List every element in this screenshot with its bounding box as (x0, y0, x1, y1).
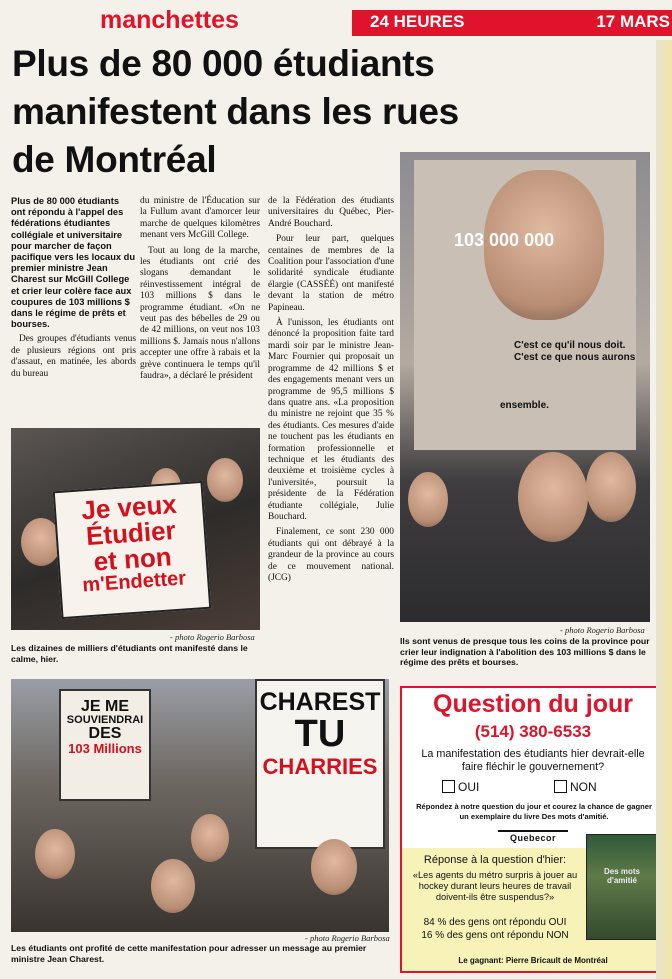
article-paragraph: À l'unisson, les étudiants ont dénoncé la proposition faite tard mardi soir par le ministre Jean-Marc Fournier qui proposait un programme de 42 millions $ et des engagements menant vers un programme de 95,5 millions $ dans quatre ans. «La proposition du ministre ne rejoint que 35 % des étudiants. Ces mesures d'aide ne touchent pas les étudiants en formation professionnelle et technique et les étudiants des deuxième et troisième cycles à l'université», poursuit la présidente de la Fédération étudiante collégiale, Julie Bouchard. (268, 318, 394, 522)
sign-line: SOUVIENDRAI (66, 714, 144, 726)
protester-face (518, 452, 588, 542)
protest-photo-2 (400, 152, 650, 622)
quebecor-logo: Quebecor (498, 830, 568, 843)
photo-caption: Les étudiants ont profité de cette manifestation pour adresser un message au premier ministre Jean Charest. (11, 943, 367, 964)
sign-line: TU (294, 713, 346, 756)
headline-line-3: de Montréal (12, 139, 217, 180)
article-paragraph: Tout au long de la marche, les étudiants ont crié des slogans demandant le réinvestissement intégral de 103 millions $ dans le programme étudiant. «On ne veut pas des bébelles de 29 ou de 42 millions, on veut nos 103 millions $. Jamais nous n'allons accepter une offre à rabais et la grève continuera le temps qu'il faudra», a déclaré le président (140, 245, 260, 382)
result-no: 16 % des gens ont répondu NON (421, 930, 569, 941)
no-label: NON (570, 780, 597, 794)
headline-line-2: manifestent dans les rues (12, 91, 459, 132)
result-yes: 84 % des gens ont répondu OUI (423, 917, 567, 928)
protester-face (586, 452, 636, 522)
sign-line: DES (88, 725, 122, 742)
header-bar (352, 10, 672, 36)
yes-label: OUI (458, 780, 480, 794)
sign-line: et non (92, 541, 173, 577)
protest-photo-1 (11, 428, 260, 630)
article-paragraph: Des groupes d'étudiants venus de plusieurs régions ont pris d'assaut, en matinée, les abords du bureau (11, 334, 136, 379)
protest-sign (59, 689, 151, 801)
previous-heading: Réponse à la question d'hier: (423, 854, 567, 866)
poster-number: 103 000 000 (454, 230, 555, 250)
protester-face (207, 458, 243, 502)
previous-answer-panel (402, 848, 664, 971)
previous-question: «Les agents du métro surpris à jouer au hockey durant leurs heures de travail doivent-ils être suspendus?» (412, 870, 578, 902)
no-checkbox[interactable] (554, 780, 567, 793)
contest-instructions: Répondez à notre question du jour et courez la chance de gagner un exemplaire du livre Des mots d'amitié. (416, 802, 652, 822)
question-phone[interactable]: (514) 380-6533 (474, 722, 592, 741)
protest-sign (255, 679, 385, 849)
article-paragraph: Finalement, ce sont 230 000 étudiants qui ont débrayé à la grandeur de la province au cours de ce mouvement national. (JCG) (268, 527, 394, 583)
article-column-3 (268, 196, 394, 666)
protester-face (35, 829, 75, 879)
protester-face (151, 859, 195, 913)
question-du-jour-box (400, 686, 666, 973)
yes-checkbox[interactable] (442, 780, 455, 793)
sign-line: Étudier (85, 514, 177, 552)
photo-credit: - photo Rogerio Barbosa (305, 933, 390, 943)
article-column-2 (140, 196, 260, 387)
headline-line-1: Plus de 80 000 étudiants (12, 43, 435, 84)
poster-speech-bubble: C'est ce qu'il nous doit. C'est ce que nous aurons (514, 340, 636, 363)
sign-line: 103 Millions (68, 741, 142, 756)
protester-face (311, 839, 357, 895)
protester-face (408, 472, 448, 527)
article-paragraph: de la Fédération des étudiants universitaires du Québec, Pier-André Bouchard. (268, 196, 394, 229)
article-headline (12, 40, 459, 184)
answer-options (442, 780, 642, 794)
book-title: Des mots d'amitié (603, 867, 640, 885)
protester-face (191, 814, 229, 862)
photo-caption: Les dizaines de milliers d'étudiants ont manifesté dans le calme, hier. (11, 643, 248, 664)
question-title: Question du jour (433, 690, 633, 718)
protest-photo-3 (11, 679, 389, 932)
article-paragraph: Pour leur part, quelques centaines de membres de la Coalition pour l'association d'une solidarité syndicale étudiante élargie (CASSÉÉ) ont manifesté devant la station de métro Papineau. (268, 234, 394, 313)
article-paragraph: du ministre de l'Éducation sur la Fullum avant d'amorcer leur marche de quelques kilomètres menant vers McGill College. (140, 196, 260, 241)
sign-line: CHAREST (259, 688, 381, 716)
winner-line: Le gagnant: Pierre Bricault de Montréal (458, 956, 608, 965)
adjacent-page-edge (656, 40, 672, 979)
sign-line: Je veux (80, 488, 178, 526)
photo-credit: - photo Rogerio Barbosa (170, 632, 255, 642)
sign-line: JE ME (80, 698, 129, 715)
book-cover (586, 834, 658, 940)
sign-line: CHARRIES (262, 754, 378, 780)
answer-no[interactable] (554, 780, 597, 794)
poster-speech-bubble: ensemble. (500, 400, 549, 411)
article-column-1 (11, 196, 136, 384)
photo-credit: - photo Rogerio Barbosa (560, 625, 645, 635)
protest-sign (53, 481, 212, 619)
photo-caption: Ils sont venus de presque tous les coins de la province pour crier leur indignation à l'abolition des 103 millions $ dans le régime des prêts et bourses. (400, 636, 650, 667)
section-label: manchettes (100, 6, 239, 34)
question-text: La manifestation des étudiants hier devrait-elle faire fléchir le gouvernement? (421, 748, 645, 773)
sign-line: m'Endetter (81, 567, 187, 597)
issue-date: 17 MARS (596, 12, 670, 31)
charest-poster (414, 160, 636, 450)
answer-yes[interactable] (442, 780, 479, 794)
article-lead: Plus de 80 000 étudiants ont répondu à l'appel des fédérations étudiantes collégiale et universitaire pour marcher de façon pacifique vers les locaux du premier ministre Jean Charest sur McGill College et crier leur colère face aux coupures de 103 millions $ dans le régime de prêts et bourses. (11, 196, 136, 330)
publication-name: 24 HEURES (370, 12, 465, 31)
